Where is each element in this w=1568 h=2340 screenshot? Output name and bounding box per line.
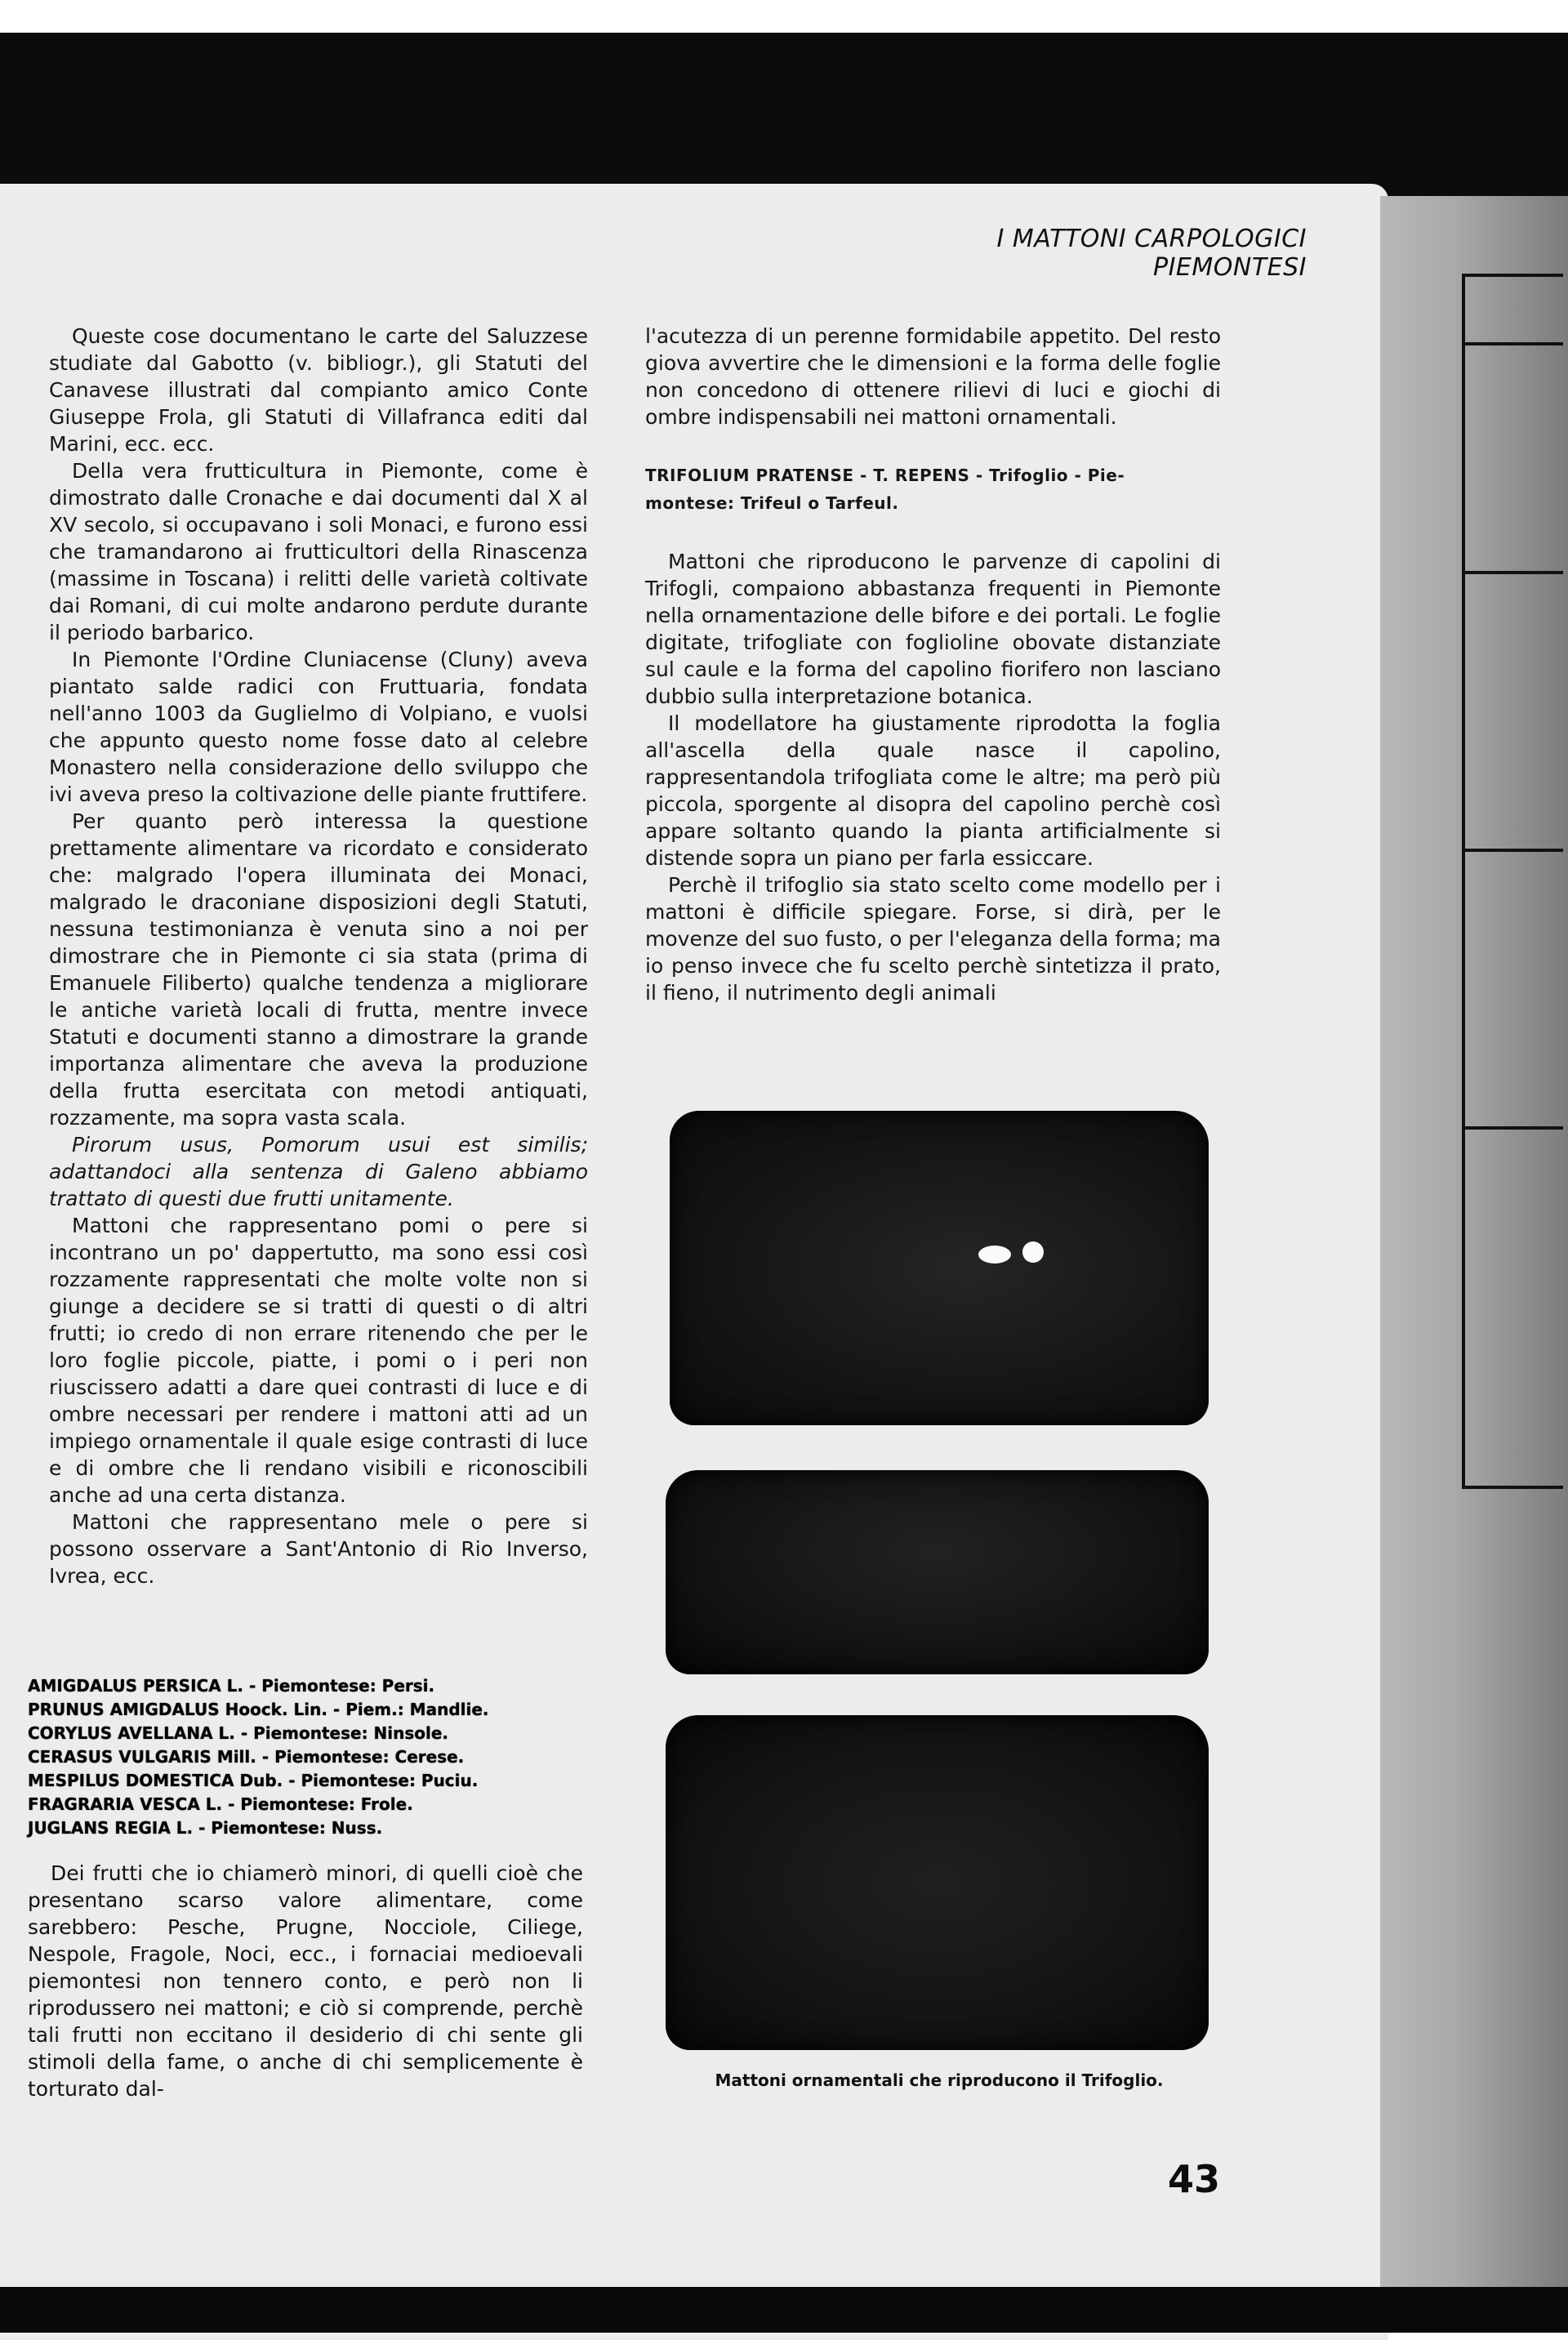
paragraph: Dei frutti che io chiamerò minori, di quelli cioè che presentano scarso valore alimentare, come sarebbero: Pesche, Prugne, Nocciole, Ciliege, Nespole, Fragole, Noci, ecc., i fornaciai medioevali piemontesi non tennero conto, e però non li riprodussero nei mattoni; e ciò si comprende, perchè tali frutti non eccitano il desiderio di chi sente gli stimoli della fame, o anche di chi semplicemente è torturato dal-: [28, 1861, 583, 2101]
trifolium-heading: [645, 461, 1221, 517]
adjacent-page-frame: [1462, 274, 1563, 1489]
species-entry: CERASUS VULGARIS Mill. - Piemontese: Cerese.: [28, 1747, 465, 1767]
species-entry: CORYLUS AVELLANA L. - Piemontese: Ninsole.: [28, 1723, 449, 1743]
left-column: [49, 323, 588, 1589]
paragraph: Il modellatore ha giustamente riprodotta la foglia all'ascella della quale nasce il capolino, rappresentandola trifogliata come le altre; ma però più piccola, sporgente al disopra del capolino perchè così appare soltanto quando la pianta artificialmente si distende sopra un piano per farla essiccare.: [645, 711, 1221, 870]
paragraph: Della vera frutticultura in Piemonte, come è dimostrato dalle Cronache e dai documenti dal X al XV secolo, si occupavano i soli Monaci, e furono essi che tramandarono ai frutticultori della Rinascenza (massime in Toscana) i relitti delle varietà coltivate dai Romani, di cui molte andarono perdute durante il periodo barbarico.: [49, 459, 588, 644]
paragraph: Pirorum usus, Pomorum usui est similis; adattandoci alla sentenza di Galeno abbiamo trattato di questi due frutti unitamente.: [49, 1133, 588, 1210]
scan-dark-border-bottom: [0, 2287, 1568, 2333]
frame-rule: [1465, 342, 1563, 345]
paragraph: Perchè il trifoglio sia stato scelto come modello per i mattoni è difficile spiegare. Forse, si dirà, per le movenze del suo fusto, o per l'eleganza della forma; ma io penso invece che fu scelto perchè sintetizza il prato, il fieno, il nutrimento degli animali: [645, 873, 1221, 1005]
minor-fruits-section: [28, 1860, 583, 2102]
photo-caption: Mattoni ornamentali che riproducono il Trifoglio.: [715, 2070, 1164, 2090]
species-entry: PRUNUS AMIGDALUS Hoock. Lin. - Piem.: Mandlie.: [28, 1700, 489, 1719]
species-entry: AMIGDALUS PERSICA L. - Piemontese: Persi.: [28, 1676, 435, 1696]
fruit-species-list: [28, 1674, 567, 1840]
paragraph: In Piemonte l'Ordine Cluniacense (Cluny) aveva piantato salde radici con Fruttuaria, fondata nell'anno 1003 da Guglielmo di Volpiano, e vuolsi che appunto questo nome fosse dato al celebre Monastero nella considerazione dello sviluppo che ivi aveva preso la coltivazione delle piante fruttifere.: [49, 648, 588, 806]
species-entry: JUGLANS REGIA L. - Piemontese: Nuss.: [28, 1818, 383, 1838]
paragraph: l'acutezza di un perenne formidabile appetito. Del resto giova avvertire che le dimensioni e la forma delle foglie non concedono di ottenere rilievi di luci e giochi di ombre indispensabili nei mattoni ornamentali.: [645, 324, 1221, 429]
frame-rule: [1465, 849, 1563, 852]
right-column: [645, 323, 1221, 1006]
frame-rule: [1465, 571, 1563, 574]
brick-photo-top: [670, 1111, 1209, 1425]
light-reflection: [978, 1246, 1011, 1264]
heading-line: TRIFOLIUM PRATENSE - T. REPENS - Trifoglio - Pie-: [645, 466, 1125, 485]
frame-rule: [1465, 1126, 1563, 1130]
species-entry: FRAGRARIA VESCA L. - Piemontese: Frole.: [28, 1794, 413, 1814]
running-title: I MATTONI CARPOLOGICI PIEMONTESI: [996, 225, 1307, 282]
species-entry: MESPILUS DOMESTICA Dub. - Piemontese: Puciu.: [28, 1771, 479, 1790]
brick-photo-middle: [666, 1470, 1209, 1674]
paragraph: Mattoni che rappresentano pomi o pere si incontrano un po' dappertutto, ma sono essi così rozzamente rappresentati che molte volte non si giunge a decidere se si tratti di questi o di altri frutti; io credo di non errare ritenendo che per le loro foglie piccole, piatte, i pomi o i peri non riuscissero adatti a dare quei contrasti di luce e di ombre necessari per rendere i mattoni atti ad un impiego ornamentale il quale esige contrasti di luce e di ombre che li rendano visibili e riconoscibili anche ad una certa distanza.: [49, 1214, 588, 1507]
page-number: 43: [1168, 2157, 1221, 2201]
paragraph: Queste cose documentano le carte del Saluzzese studiate dal Gabotto (v. bibliogr.), gli Statuti del Canavese illustrati dal compianto amico Conte Giuseppe Frola, gli Statuti di Villafranca editi dal Marini, ecc. ecc.: [49, 324, 588, 456]
paragraph: Per quanto però interessa la questione prettamente alimentare va ricordato e considerato che: malgrado l'opera illuminata dei Monaci, malgrado le draconiane disposizioni degli Statuti, nessuna testimonianza è venuta sino a noi per dimostrare che in Piemonte ci sia stata (prima di Emanuele Filiberto) qualche tendenza a migliorare le antiche varietà locali di frutta, mentre invece Statuti e documenti stanno a dimostrare la grande importanza alimentare che aveva la produzione della frutta esercitata con metodi antiquati, rozzamente, ma sopra vasta scala.: [49, 809, 588, 1130]
paragraph: Mattoni che riproducono le parvenze di capolini di Trifogli, compaiono abbastanza frequenti in Piemonte nella ornamentazione delle bifore e dei portali. Le foglie digitate, trifogliate con foglioline obovate distanziate sul caule e la forma del capolino fiorifero non lasciano dubbio sulla interpretazione botanica.: [645, 550, 1221, 708]
brick-photo-bottom: [666, 1715, 1209, 2050]
light-reflection: [1022, 1241, 1044, 1263]
paragraph: Mattoni che rappresentano mele o pere si possono osservare a Sant'Antonio di Rio Inverso, Ivrea, ecc.: [49, 1510, 588, 1588]
heading-line: montese: Trifeul o Tarfeul.: [645, 493, 899, 513]
